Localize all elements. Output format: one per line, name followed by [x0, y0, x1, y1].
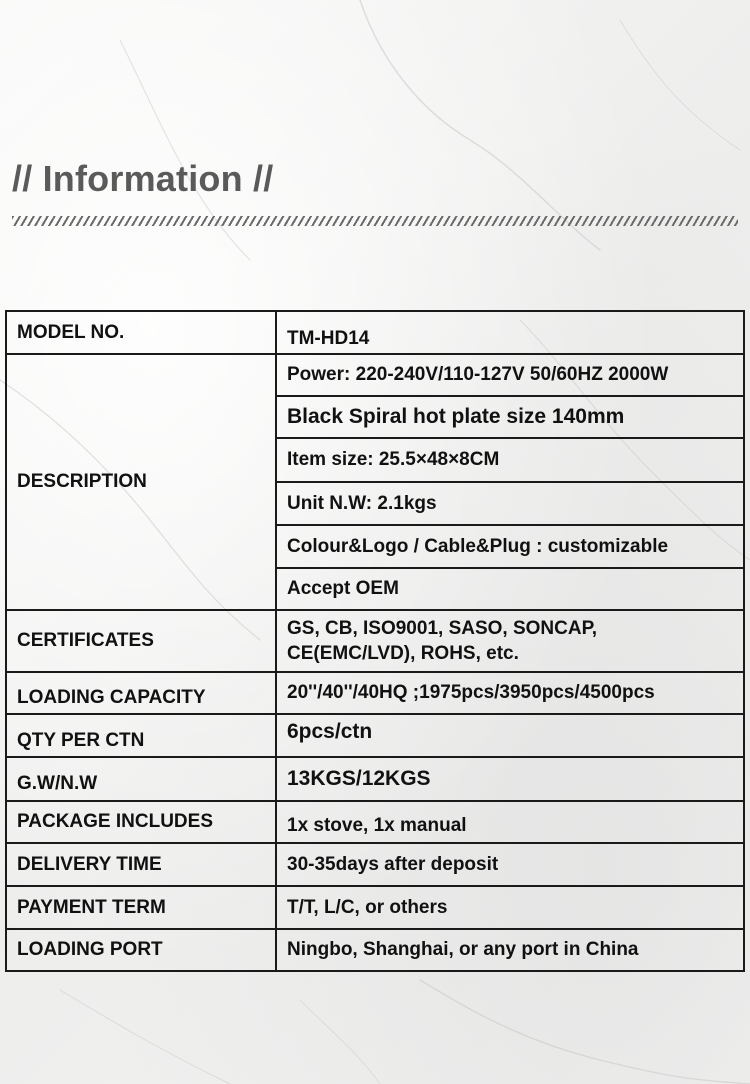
- table-row-payment: [6, 886, 744, 929]
- value-certificates: [276, 610, 744, 672]
- label-gwnw: G.W/N.W: [6, 757, 276, 801]
- value-model: TM-HD14: [276, 311, 744, 354]
- label-package: PACKAGE INCLUDES: [6, 801, 276, 843]
- label-loading-capacity: LOADING CAPACITY: [6, 672, 276, 714]
- certificates-line-2: CE(EMC/LVD), ROHS, etc.: [287, 643, 519, 664]
- label-delivery: DELIVERY TIME: [6, 843, 276, 886]
- value-description-colour: Colour&Logo / Cable&Plug : customizable: [276, 525, 744, 568]
- value-loading-capacity: 20''/40''/40HQ ;1975pcs/3950pcs/4500pcs: [276, 672, 744, 714]
- label-model: MODEL NO.: [6, 311, 276, 354]
- info-table: [5, 310, 745, 972]
- page-title: // Information //: [12, 158, 274, 199]
- value-payment: T/T, L/C, or others: [276, 886, 744, 929]
- value-description-hotplate: Black Spiral hot plate size 140mm: [276, 396, 744, 438]
- table-row-package: [6, 801, 744, 843]
- value-qty: 6pcs/ctn: [276, 714, 744, 757]
- table-row-port: [6, 929, 744, 971]
- value-description-power: Power: 220-240V/110-127V 50/60HZ 2000W: [276, 354, 744, 396]
- table-row-qty: [6, 714, 744, 757]
- table-row-description: [6, 354, 744, 396]
- label-qty: QTY PER CTN: [6, 714, 276, 757]
- certificates-line-1: GS, CB, ISO9001, SASO, SONCAP,: [287, 618, 598, 639]
- hatched-divider: [12, 216, 738, 226]
- value-description-itemsize: Item size: 25.5×48×8CM: [276, 438, 744, 482]
- value-gwnw: 13KGS/12KGS: [276, 757, 744, 801]
- table-row-loading-capacity: [6, 672, 744, 714]
- table-row-delivery: [6, 843, 744, 886]
- value-delivery: 30-35days after deposit: [276, 843, 744, 886]
- label-certificates: CERTIFICATES: [6, 610, 276, 672]
- table-row-gwnw: [6, 757, 744, 801]
- label-port: LOADING PORT: [6, 929, 276, 971]
- value-package: 1x stove, 1x manual: [276, 801, 744, 843]
- value-description-unitnw: Unit N.W: 2.1kgs: [276, 482, 744, 525]
- value-port: Ningbo, Shanghai, or any port in China: [276, 929, 744, 971]
- label-description: DESCRIPTION: [6, 354, 276, 610]
- table-row-certificates: [6, 610, 744, 672]
- value-description-oem: Accept OEM: [276, 568, 744, 610]
- table-row-model: [6, 311, 744, 354]
- label-payment: PAYMENT TERM: [6, 886, 276, 929]
